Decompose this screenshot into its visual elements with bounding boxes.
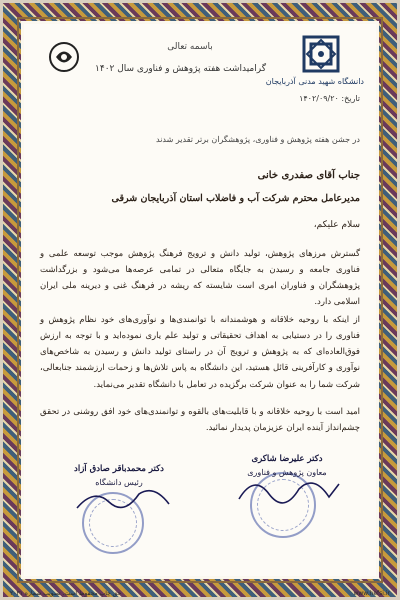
recipient-name: جناب آقای صفدری خانی	[257, 170, 360, 181]
university-header	[265, 34, 364, 86]
company-header	[34, 40, 94, 78]
signature-left	[44, 464, 194, 487]
intro-line: در جشن هفته پژوهش و فناوری، پژوهشگران برتر تقدیر شدند	[156, 135, 360, 144]
university-name: دانشگاه شهید مدنی آذربایجان	[265, 77, 364, 86]
company-logo-icon	[47, 40, 81, 74]
university-logo-icon	[301, 34, 341, 74]
paragraph-1: گسترش مرزهای پژوهش، تولید دانش و ترویج فرهنگ پژوهش موجب توسعه علمی و فناوری جامعه و رسیدن به جایگاه متعالی در تمامی عرصه‌ها می‌شود و بزرگداشت پژوهشگران و فناوران امری است شایسته که ریشه در فرهنگ غنی و دیرینه ملی ایران اسلامی دارد.	[40, 249, 360, 308]
recipient-position: مدیرعامل محترم شرکت آب و فاضلاب استان آذربایجان شرقی	[111, 193, 360, 204]
signer-left-title: رئیس دانشگاه	[95, 478, 143, 487]
seal-stamp-icon	[82, 492, 144, 554]
bismillah-text: باسمه تعالی	[167, 42, 213, 52]
print-note: حق چاپ محفوظ است. تصویب شماره ۲۰۳۱	[10, 590, 122, 597]
website-link[interactable]: www.hefsi.ir	[353, 590, 390, 597]
event-title: گرامیداشت هفته پژوهش و فناوری سال ۱۴۰۲	[95, 64, 266, 74]
signer-right-title: معاون پژوهش و فناوری	[247, 468, 327, 477]
signer-right-name: دکتر علیرضا شاکری	[251, 454, 323, 464]
header-center	[95, 42, 266, 74]
paragraph-3: امید است با روحیه خلاقانه و با قابلیت‌های بالقوه و توانمندی‌های خود افق روشنی در تحقق چشم‌انداز آینده ایران عزیزمان پدیدار نمائید.	[40, 407, 360, 434]
certificate-paper	[24, 24, 376, 576]
seal-stamp-icon	[250, 472, 316, 538]
date-label: تاریخ: ۱۴۰۲/۰۹/۲۰	[299, 94, 360, 103]
paragraph-2: از اینکه با روحیه خلاقانه و هوشمندانه با توانمندی‌ها و نوآوری‌های خود نظام پژوهش و فناوری را در دستیابی به اهداف تحقیقاتی و تولید علم یاری نموده‌اید و با توجه به ارزش فوق‌العاده‌ای که به پژوهش و ترویج آن در راستای تولید دانش و رسیدن به شاخص‌های نوآوری و کارآفرینی قائل هستید، این دانشگاه به پاس تلاش‌ها و زحمات ارزشمند جنابعالی، شرکت شما را به عنوان شرکت برگزیده در تعامل با دانشگاه تقدیر می‌نماید.	[40, 315, 360, 390]
signature-right	[212, 454, 362, 477]
signer-left-name: دکتر محمدباقر صادق آزاد	[74, 464, 164, 474]
greeting: سلام علیکم،	[313, 220, 360, 230]
